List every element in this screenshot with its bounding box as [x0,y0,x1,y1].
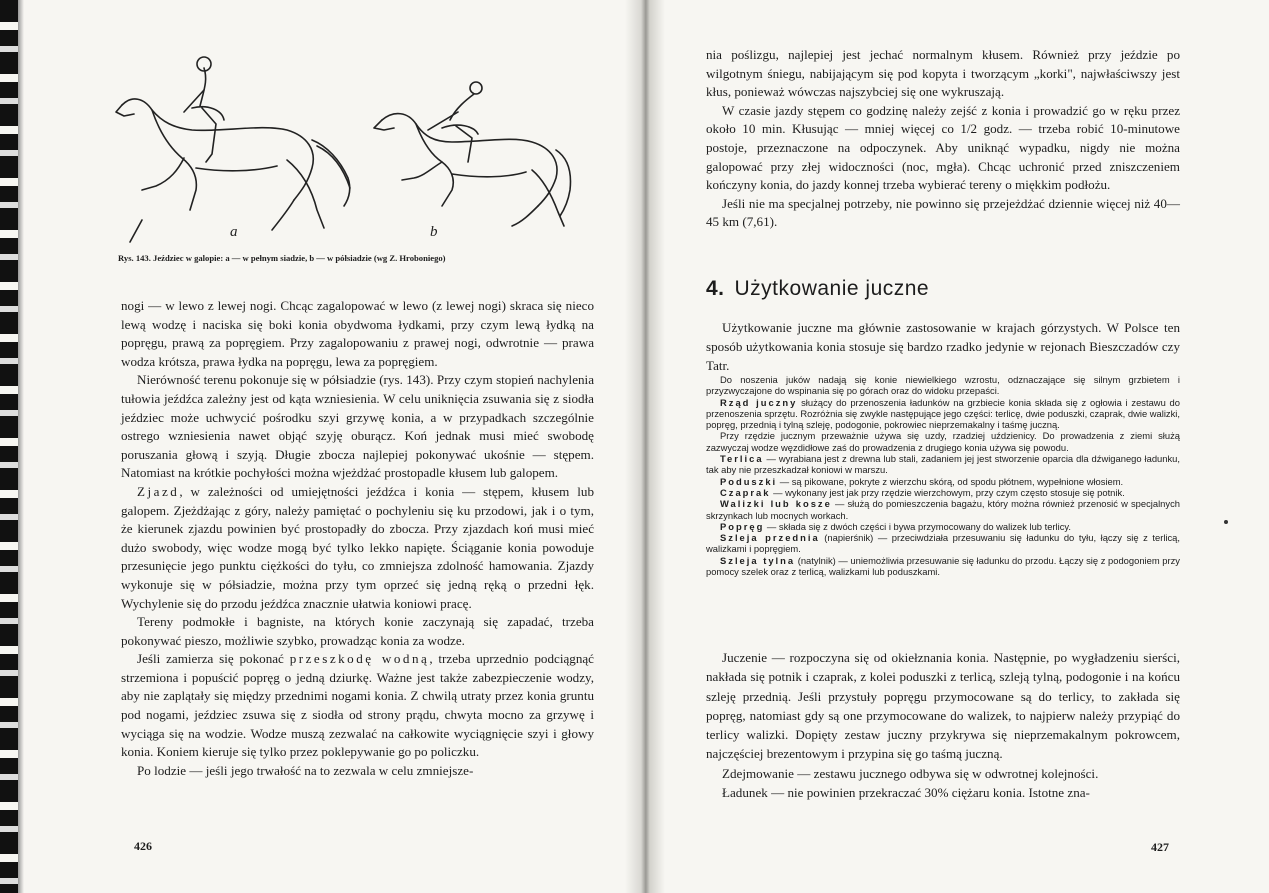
small-line: Czaprak — wykonany jest jak przy rzędzie wierzchowym, przy czym często stosuje się potnik. [720,486,1125,498]
term-przeszkoda: przeszkodę wodną [289,651,430,667]
horse-riders-illustration [112,50,572,250]
paragraph-zdejmowanie: Zdejmowanie — zestawu jucznego odbywa się w odwrotnej kolejności. [722,765,1099,781]
paragraph: Po lodzie — jeśli jego trwałość na to zezwala w celu zmniejsze- [137,762,474,778]
left-page-body [121,297,594,780]
small-line: Szleja tylna (natylnik) — uniemożliwia przesuwanie się ładunku do przodu. Łączy się z podogoniem przy pomocy szelek oraz z terlicą, walizkami lub poduszkami. [706,554,1180,578]
page-number-left: 426 [134,839,152,853]
small-line: Terlica — wyrabiana jest z drewna lub stali, zadaniem jej jest stworzenie oparcia dla dźwiganego ładunku, tak aby nie przeszkadzał koniowi w marszu. [706,453,1180,476]
page-gutter [625,0,665,893]
small-line: Walizki lub kosze — służą do pomieszczenia bagażu, który można również przenosić w specjalnych skrzynkach lub mocnych workach. [706,498,1180,521]
paragraph-ladunek: Ładunek — nie powinien przekraczać 30% ciężaru konia. Istotne zna- [722,785,1090,801]
paragraph: Użytkowanie juczne ma głównie zastosowanie w krajach górzystych. W Polsce ten sposób użytkowania konia stosuje się bardzo rzadko jedynie w rejonach Bieszczadów czy Tatr. [706,320,1180,373]
przeszkoda-after: , trzeba uprzednio podciągnąć strzemiona i popuścić popręg o jedną dziurkę. Ważne jest także zabezpieczenie wodzy, aby nie zaplątały się między przednimi nogami konia. Z chwilą utraty przez konia gruntu pod nogami, jeździec zsuwa się z siodła od strony prądu, chwyta mocno za grzywę i wyciąga się na wodzie. Wodze muszą zezwalać na całkowite wyciągnięcie szyi i głowy konia. Koniem kieruje się tylko przez poklepywanie go po policzku. [121,651,594,760]
zjazd-text: , w zależności od umiejętności jeźdźca i konia — stępem, kłusem lub galopem. Zjeżdżając z góry, należy pamiętać o pochyleniu się ku przodowi, jak i o tym, że kierunek zjazdu powinien być prostopadły do zbocza. Przy zjazdach koń musi mieć dużo swobody, więc wodze mogą być tylko lekko napięte. Ściąganie konia powoduje przesunięcie jego punktu ciężkości do tyłu, co zmniejsza zdolność hamowania. Zjazdy wykonuje się w półsiadzie, można przy tym oprzeć się jedną ręką o przedni łęk. Wychylenie się do przodu jeźdźca znacznie ułatwia koniowi pracę. [121,483,594,611]
term-zjazd: Zjazd [137,483,180,499]
small-line: Szleja przednia (napierśnik) — przeciwdziała przesuwaniu się ładunku do tyłu, łączy się z terlicą, walizkami i popręgiem. [706,532,1181,555]
paragraph: nia poślizgu, najlepiej jest jechać normalnym kłusem. Również przy jeździe po wilgotnym śniegu, nabijającym się pod kopyta i tworzącym „korki", najwłaściwszy jest kłus, ponieważ wówczas najszybciej się one wykruszają. [706,47,1180,100]
small-line: Poduszki — są pikowane, pokryte z wierzchu skórą, od spodu płótnem, wypełnione włosiem. [720,475,1124,487]
binding-shadow [18,0,24,893]
right-page-bottom-body [706,648,1180,802]
section-intro [706,318,1180,375]
paragraph: nogi — w lewo z lewej nogi. Chcąc zagalopować w lewo (z lewej nogi) skraca się nieco lewą wodzę i naciska się boki konia obydwoma łydkami, przy czym lewą łydką na popręgu, prawą za popręgiem. Przy zagalopowaniu z prawej nogi, odwrotnie — prawa wodza krótsza, prawa łydka na popręgu, lewa za popręgiem. [121,298,594,369]
figure-143 [112,50,572,250]
right-page-top-body [706,46,1180,232]
paragraph-juczenie: Juczenie — rozpoczyna się od okiełznania konia. Następnie, po wygładzeniu sierści, nakłada się potnik i czaprak, z kolei poduszki z terlicą, szleją tylną, podogonie i na końcu szleję przednią. Jeśli przystuły popręgu przymocowane są do terlicy, to zakłada się popręg, natomiast gdy są one przymocowane do walizek, to najpierw należy przypiąć do terlicy walizki. Dopięty zestaw juczny przykrywa się nieprzemakalnym pokrowcem, najczęściej brezentowym i przypina się go taśmą juczną. [706,650,1180,762]
section-heading [706,277,1180,301]
figure-caption: Rys. 143. Jeździec w galopie: a — w pełnym siadzie, b — w półsiadzie (wg Z. Hroboniego) [118,253,446,263]
scan-speck [1224,520,1228,524]
small-print-block [706,374,1180,577]
small-line: Popręg — składa się z dwóch części i bywa przymocowany do walizek lub terlicy. [720,520,1072,532]
book-binding-edge [0,0,18,893]
figure-label-a: a [230,224,238,240]
small-line: Przy rzędzie jucznym przeważnie używa się uzdy, rzadziej uździenicy. Do prowadzenia z ziemi służą zazwyczaj wodze węzdidłowe zaś do prowadzenia z drugiego konia używa się powodu. [706,430,1180,453]
paragraph: Nierówność terenu pokonuje się w półsiadzie (rys. 143). Przy czym stopień nachylenia tułowia jeźdźca zależny jest od kąta wzniesienia. W celu uniknięcia zsuwania się z siodła jeździec może uchwycić pośrodku szyi grzywę konia, a w przypadkach szczególnie ostrego wzniesienia nawet objąć szyję oburącz. Koń jednak musi mieć swobodę poruszania głową i szyją. Długie zbocza najlepiej pokonywać ukośnie — stępem. Natomiast na krótkie pochyłości można wjeżdżać prostopadle kłusem lub galopem. [121,372,594,481]
paragraph: Tereny podmokłe i bagniste, na których konie zaczynają się zapadać, trzeba pokonywać pieszo, możliwie szybko, prowadząc konia za wodze. [121,614,594,648]
przeszkoda-before: Jeśli zamierza się pokonać [137,651,290,667]
paragraph: W czasie jazdy stępem co godzinę należy zejść z konia i prowadzić go w ręku przez około 10 min. Kłusując — mniej więcej co 1/2 godz. — trzeba robić 10-minutowe postoje, przeznaczone na odpoczynek. Aby uniknąć wypadku, nigdy nie można galopować przy złej widoczności (noc, mgła). Chcąc uchronić przed zniszczeniem kończyny konia, do jazdy konnej trzeba wybierać tereny o miękkim podłożu. [706,102,1180,193]
figure-label-b: b [430,224,438,240]
paragraph-zjazd [121,483,594,613]
section-title: Użytkowanie juczne [734,277,930,300]
paragraph: Jeśli nie ma specjalnej potrzeby, nie powinno się przejeżdżać dziennie więcej niż 40—45 km (7,61). [706,195,1180,230]
small-line: Rząd juczny służący do przenoszenia ładunków na grzbiecie konia składa się z ogłowia i zestawu do przenoszenia sprzętu. Rozróżnia się zwykle następujące jego części: terlicę, dwie poduszki, czaprak, dwie walizki, popręg, przednią i tylną szleję, podogonie, pokrowiec nieprzemakalny i taśmę juczną. [706,396,1180,431]
section-number: 4. [706,277,725,300]
page-number-right: 427 [1151,840,1169,854]
paragraph-przeszkoda [121,650,594,762]
small-line: Do noszenia juków nadają się konie niewielkiego wzrostu, odznaczające się silnym grzbietem i przyzwyczajone do wspinania się po górach oraz do widoku przepaści. [706,374,1180,397]
